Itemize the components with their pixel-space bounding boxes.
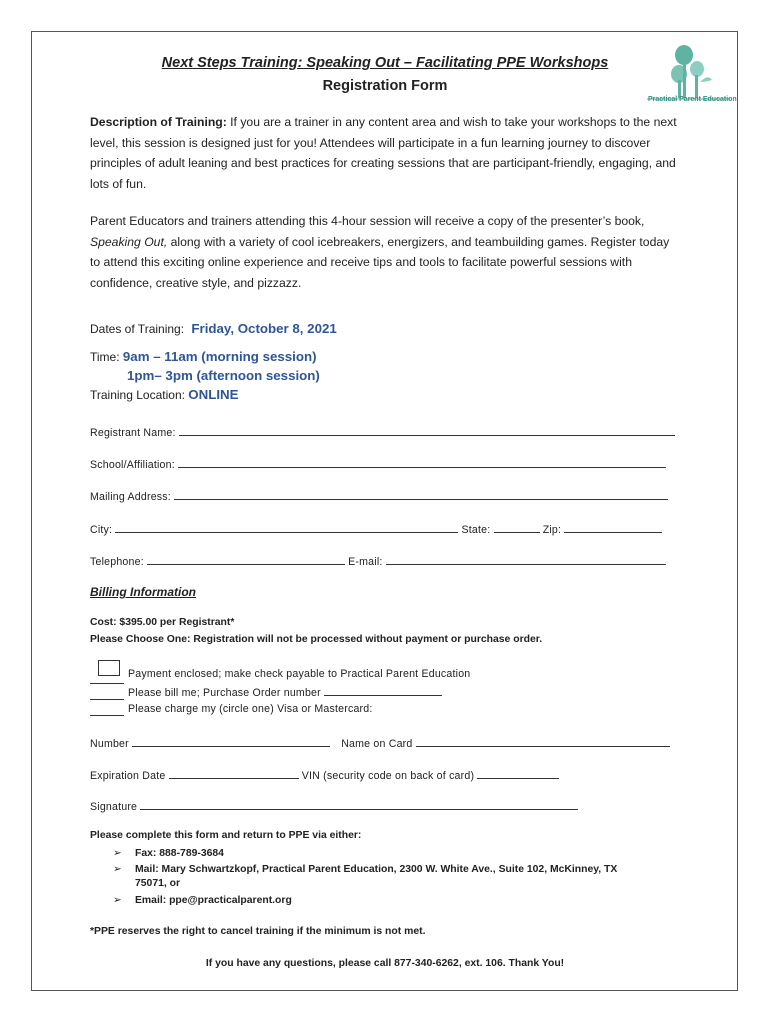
location-value: ONLINE <box>188 387 239 402</box>
dates-row <box>90 321 337 336</box>
registrant-name-field[interactable] <box>179 425 675 436</box>
description-label: Description of Training: <box>90 115 227 129</box>
ppe-logo <box>642 42 737 108</box>
form-subtitle: Registration Form <box>322 78 448 94</box>
email-text: Email: ppe@practicalparent.org <box>135 895 292 906</box>
city-field[interactable] <box>115 522 458 533</box>
return-mail <box>113 863 617 875</box>
location-row <box>90 387 239 402</box>
dates-label: Dates of Training: <box>90 322 185 336</box>
state-label: State: <box>461 524 491 536</box>
mail-text-cont: 75071, or <box>135 878 181 889</box>
time-label: Time: <box>90 350 120 364</box>
arrow-bullet-icon: ➢ <box>113 895 122 906</box>
address-label: Mailing Address: <box>90 491 171 503</box>
zip-field[interactable] <box>564 522 662 533</box>
school-row <box>90 457 666 471</box>
option-bill-me <box>128 685 442 699</box>
state-field[interactable] <box>494 522 540 533</box>
address-field[interactable] <box>174 489 668 500</box>
email-label: E-mail: <box>348 556 383 568</box>
po-number-field[interactable] <box>324 685 442 696</box>
form-title: Next Steps Training: Speaking Out – Facilitating PPE Workshops <box>161 55 609 71</box>
billing-choose: Please Choose One: Registration will not be processed without payment or purchase order. <box>90 634 543 645</box>
time-morning: 9am – 11am (morning session) <box>122 349 317 364</box>
card-number-row <box>90 736 670 750</box>
billing-cost: Cost: $395.00 per Registrant* <box>90 617 235 628</box>
payment-enclosed-checkbox[interactable] <box>98 660 120 676</box>
address-row <box>90 489 668 503</box>
fax-text: Fax: 888-789-3684 <box>135 848 224 859</box>
billing-heading: Billing Information <box>90 585 196 599</box>
location-label: Training Location: <box>90 388 185 402</box>
card-number-field[interactable] <box>132 736 330 747</box>
registrant-name-row <box>90 425 675 439</box>
option-charge-card: Please charge my (circle one) Visa or Mastercard: <box>128 703 373 715</box>
time-afternoon: 1pm– 3pm (afternoon session) <box>127 368 320 383</box>
signature-row <box>90 799 578 813</box>
telephone-field[interactable] <box>147 554 345 565</box>
checkbox-line-3 <box>90 715 124 716</box>
book-paragraph <box>90 211 680 293</box>
name-on-card-field[interactable] <box>416 736 670 747</box>
signature-field[interactable] <box>140 799 578 810</box>
option-payment-enclosed: Payment enclosed; make check payable to Practical Parent Education <box>128 668 471 680</box>
return-heading: Please complete this form and return to PPE via either: <box>90 830 362 841</box>
bill-me-label: Please bill me; Purchase Order number <box>128 687 321 699</box>
city-label: City: <box>90 524 113 536</box>
contact-row <box>90 554 666 568</box>
zip-label: Zip: <box>542 524 562 536</box>
checkbox-line-2 <box>90 699 124 700</box>
registrant-name-label: Registrant Name: <box>90 427 176 439</box>
city-row <box>90 522 662 536</box>
expiration-row <box>90 768 559 782</box>
cancellation-note: *PPE reserves the right to cancel training if the minimum is not met. <box>90 926 426 937</box>
checkbox-line-1 <box>90 683 124 684</box>
description-paragraph <box>90 112 680 194</box>
arrow-bullet-icon: ➢ <box>113 848 122 859</box>
description-text: If you are a trainer in any content area and wish to take your workshops to the next level, this session is designed just for you! Attendees will participate in a fun learning journey to discover principles of adult leaning and best practices for creating sessions that are participant-friendly, engaging, and lots of fun. <box>90 115 677 191</box>
email-field[interactable] <box>386 554 666 565</box>
dates-value: Friday, October 8, 2021 <box>191 321 337 336</box>
paragraph2-end: along with a variety of cool icebreakers, energizers, and teambuilding games. Register today to attend this exciting online experience and receive tips and tools to facilitate powerful sessions with confidence, creative style, and pizzazz. <box>90 234 670 290</box>
mail-text: Mail: Mary Schwartzkopf, Practical Parent Education, 2300 W. White Ave., Suite 102, McKinney, TX <box>135 864 618 875</box>
vin-field[interactable] <box>477 768 559 779</box>
card-number-label: Number <box>90 738 129 750</box>
paragraph2-start: Parent Educators and trainers attending this 4-hour session will receive a copy of the presenter’s book, <box>90 214 645 228</box>
expiration-field[interactable] <box>169 768 299 779</box>
return-fax <box>113 847 224 859</box>
time-row <box>90 349 317 364</box>
vin-label: VIN (security code on back of card) <box>301 770 475 782</box>
arrow-bullet-icon: ➢ <box>113 864 122 875</box>
return-email <box>113 894 292 906</box>
signature-label: Signature <box>90 801 138 813</box>
questions-note: If you have any questions, please call 877-340-6262, ext. 106. Thank You! <box>205 958 565 969</box>
logo-text: Practical Parent Education <box>648 96 737 103</box>
telephone-label: Telephone: <box>90 556 144 568</box>
school-field[interactable] <box>178 457 666 468</box>
school-label: School/Affiliation: <box>90 459 175 471</box>
expiration-label: Expiration Date <box>90 770 166 782</box>
book-title: Speaking Out, <box>90 234 168 249</box>
name-on-card-label: Name on Card <box>341 738 413 750</box>
